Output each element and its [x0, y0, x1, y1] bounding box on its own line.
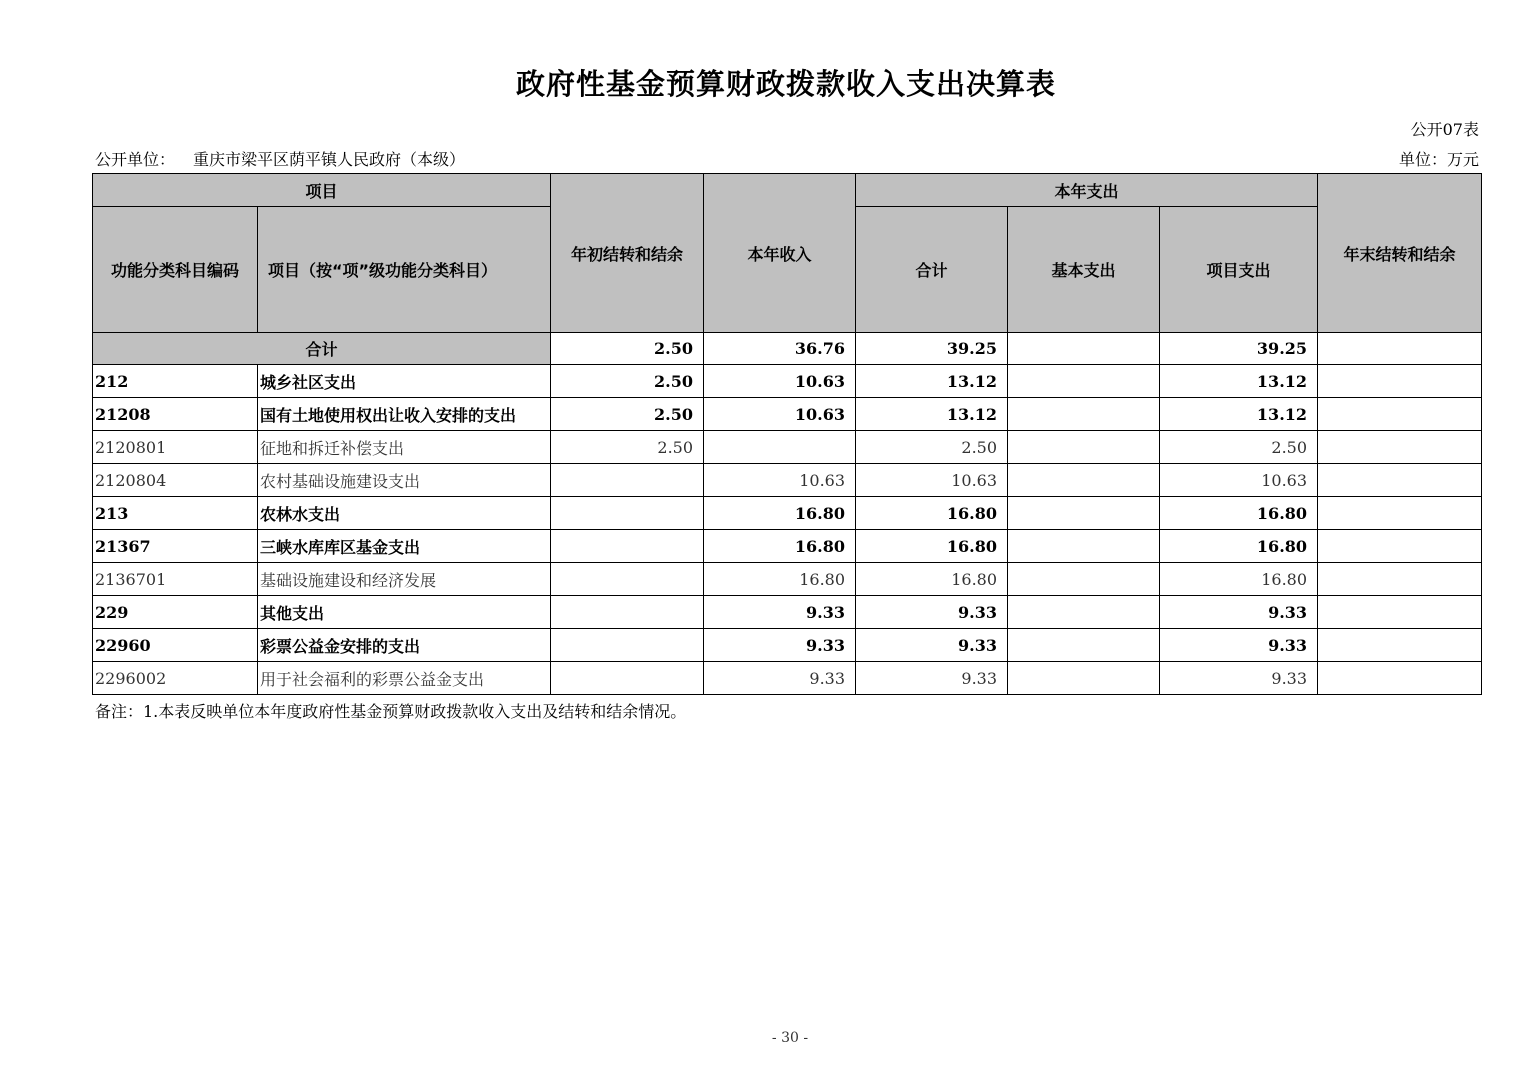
row-total: 16.80 — [856, 530, 1008, 563]
row-project: 16.80 — [1160, 530, 1318, 563]
row-code: 21367 — [93, 530, 258, 563]
table-row — [93, 464, 1482, 497]
row-name: 三峡水库库区基金支出 — [258, 530, 551, 563]
table-row — [93, 398, 1482, 431]
row-end — [1318, 497, 1482, 530]
total-project: 39.25 — [1160, 333, 1318, 365]
row-income: 16.80 — [704, 563, 856, 596]
header-project: 项目 — [93, 174, 551, 207]
total-label: 合计 — [93, 333, 551, 365]
row-end — [1318, 662, 1482, 695]
row-end — [1318, 398, 1482, 431]
row-basic — [1008, 629, 1160, 662]
row-code: 229 — [93, 596, 258, 629]
row-name: 用于社会福利的彩票公益金支出 — [258, 662, 551, 695]
row-name: 农林水支出 — [258, 497, 551, 530]
total-income: 36.76 — [704, 333, 856, 365]
row-name: 征地和拆迁补偿支出 — [258, 431, 551, 464]
row-name: 其他支出 — [258, 596, 551, 629]
row-income: 10.63 — [704, 398, 856, 431]
row-project: 10.63 — [1160, 464, 1318, 497]
row-project: 9.33 — [1160, 596, 1318, 629]
row-end — [1318, 464, 1482, 497]
row-name: 彩票公益金安排的支出 — [258, 629, 551, 662]
row-income: 16.80 — [704, 530, 856, 563]
header-project-expense: 项目支出 — [1160, 207, 1318, 333]
header-income: 本年收入 — [704, 174, 856, 333]
row-end — [1318, 530, 1482, 563]
row-code: 22960 — [93, 629, 258, 662]
header-name: 项目（按“项”级功能分类科目） — [258, 207, 551, 333]
row-begin — [551, 530, 704, 563]
row-begin — [551, 464, 704, 497]
row-total: 13.12 — [856, 398, 1008, 431]
row-total: 9.33 — [856, 629, 1008, 662]
header-begin-balance: 年初结转和结余 — [551, 174, 704, 333]
table-row — [93, 365, 1482, 398]
form-number: 公开07表 — [1410, 120, 1479, 139]
row-total: 13.12 — [856, 365, 1008, 398]
table-row — [93, 431, 1482, 464]
row-code: 212 — [93, 365, 258, 398]
row-code: 2120804 — [93, 464, 258, 497]
row-end — [1318, 629, 1482, 662]
row-income: 16.80 — [704, 497, 856, 530]
footnote: 备注：1.本表反映单位本年度政府性基金预算财政拨款收入支出及结转和结余情况。 — [95, 702, 687, 721]
row-basic — [1008, 530, 1160, 563]
row-code: 21208 — [93, 398, 258, 431]
row-total: 9.33 — [856, 662, 1008, 695]
row-name: 基础设施建设和经济发展 — [258, 563, 551, 596]
row-code: 2296002 — [93, 662, 258, 695]
row-income: 9.33 — [704, 662, 856, 695]
row-begin — [551, 662, 704, 695]
row-code: 213 — [93, 497, 258, 530]
row-begin — [551, 497, 704, 530]
row-income: 9.33 — [704, 629, 856, 662]
page-title: 政府性基金预算财政拨款收入支出决算表 — [515, 67, 1056, 101]
table-row — [93, 497, 1482, 530]
header-total: 合计 — [856, 207, 1008, 333]
total-basic — [1008, 333, 1160, 365]
row-basic — [1008, 497, 1160, 530]
table-row — [93, 596, 1482, 629]
row-name: 城乡社区支出 — [258, 365, 551, 398]
row-begin — [551, 596, 704, 629]
row-project: 9.33 — [1160, 629, 1318, 662]
table-row — [93, 530, 1482, 563]
row-income: 10.63 — [704, 365, 856, 398]
unit-label: 公开单位： — [95, 150, 176, 169]
table-row — [93, 662, 1482, 695]
row-project: 16.80 — [1160, 563, 1318, 596]
row-end — [1318, 365, 1482, 398]
row-basic — [1008, 596, 1160, 629]
organization-name: 重庆市梁平区荫平镇人民政府（本级） — [193, 150, 466, 169]
row-project: 13.12 — [1160, 398, 1318, 431]
header-expense-group: 本年支出 — [856, 174, 1318, 207]
row-total: 2.50 — [856, 431, 1008, 464]
header-code: 功能分类科目编码 — [93, 207, 258, 333]
row-basic — [1008, 365, 1160, 398]
row-begin — [551, 629, 704, 662]
row-project: 9.33 — [1160, 662, 1318, 695]
row-income: 9.33 — [704, 596, 856, 629]
row-end — [1318, 563, 1482, 596]
header-end-balance: 年末结转和结余 — [1318, 174, 1482, 333]
row-project: 2.50 — [1160, 431, 1318, 464]
row-begin: 2.50 — [551, 398, 704, 431]
budget-table — [92, 173, 1482, 695]
row-basic — [1008, 398, 1160, 431]
page-number: - 30 - — [771, 1030, 809, 1046]
table-row — [93, 629, 1482, 662]
row-basic — [1008, 662, 1160, 695]
row-end — [1318, 431, 1482, 464]
row-basic — [1008, 563, 1160, 596]
reporting-unit — [95, 147, 465, 170]
row-name: 农村基础设施建设支出 — [258, 464, 551, 497]
row-total: 16.80 — [856, 563, 1008, 596]
row-begin: 2.50 — [551, 365, 704, 398]
row-code: 2120801 — [93, 431, 258, 464]
row-code: 2136701 — [93, 563, 258, 596]
table-row — [93, 563, 1482, 596]
row-project: 13.12 — [1160, 365, 1318, 398]
row-begin — [551, 563, 704, 596]
row-total: 16.80 — [856, 497, 1008, 530]
row-name: 国有土地使用权出让收入安排的支出 — [258, 398, 551, 431]
row-basic — [1008, 464, 1160, 497]
row-income: 10.63 — [704, 464, 856, 497]
currency-unit: 单位：万元 — [1398, 150, 1479, 169]
row-income — [704, 431, 856, 464]
row-total: 10.63 — [856, 464, 1008, 497]
total-row — [93, 333, 1482, 365]
row-basic — [1008, 431, 1160, 464]
row-begin: 2.50 — [551, 431, 704, 464]
row-project: 16.80 — [1160, 497, 1318, 530]
row-total: 9.33 — [856, 596, 1008, 629]
header-basic: 基本支出 — [1008, 207, 1160, 333]
total-begin: 2.50 — [551, 333, 704, 365]
total-expense: 39.25 — [856, 333, 1008, 365]
header-row-1 — [93, 174, 1482, 207]
total-end — [1318, 333, 1482, 365]
row-end — [1318, 596, 1482, 629]
